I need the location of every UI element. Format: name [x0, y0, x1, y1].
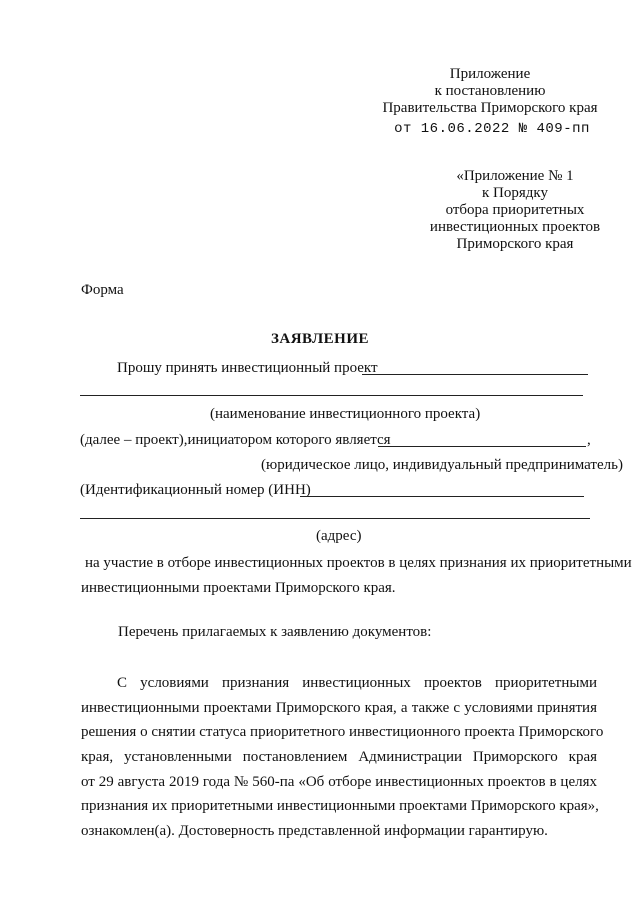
agreement-line-6: признания их приоритетными инвестиционными проектами Приморского края»,	[81, 798, 599, 814]
inn-field[interactable]	[300, 496, 584, 497]
header-line-3: Правительства Приморского края	[382, 100, 598, 116]
project-name-field-cont[interactable]	[80, 395, 583, 396]
agreement-line-3: решения о снятии статуса приоритетного инвестиционного проекта Приморского	[81, 724, 604, 740]
form-label: Форма	[81, 282, 124, 298]
agreement-line-2: инвестиционными проектами Приморского края, а также с условиями принятия	[81, 700, 597, 716]
inn-label: (Идентификационный номер (ИНН)	[80, 482, 311, 498]
appendix-line-3: отбора приоритетных	[445, 202, 585, 218]
project-name-caption: (наименование инвестиционного проекта)	[210, 406, 481, 422]
participation-line-1: на участие в отборе инвестиционных проектов в целях признания их приоритетными	[85, 555, 632, 571]
initiator-comma: ,	[587, 432, 591, 448]
appendix-line-2: к Порядку	[482, 185, 548, 201]
appendix-line-5: Приморского края	[456, 236, 574, 252]
header-line-2: к постановлению	[434, 83, 546, 99]
agreement-line-7: ознакомлен(а). Достоверность представленной информации гарантирую.	[81, 823, 548, 839]
request-text: Прошу принять инвестиционный проект	[117, 360, 378, 376]
address-field[interactable]	[80, 518, 590, 519]
initiator-text: (далее – проект),инициатором которого является	[80, 432, 391, 448]
participation-line-2: инвестиционными проектами Приморского края.	[81, 580, 396, 596]
registration-number: от 16.06.2022 № 409-пп	[394, 121, 590, 137]
appendix-line-4: инвестиционных проектов	[429, 219, 601, 235]
address-caption: (адрес)	[316, 528, 362, 544]
agreement-line-4: края, установленными постановлением Администрации Приморского края	[81, 749, 597, 765]
initiator-field[interactable]	[378, 446, 586, 447]
appendix-line-1: «Приложение № 1	[456, 168, 574, 184]
header-line-1: Приложение	[449, 66, 531, 82]
initiator-caption: (юридическое лицо, индивидуальный предприниматель)	[261, 457, 623, 473]
documents-list-heading: Перечень прилагаемых к заявлению документов:	[118, 624, 432, 640]
document-title: ЗАЯВЛЕНИЕ	[270, 331, 370, 347]
agreement-line-1: С условиями признания инвестиционных проектов приоритетными	[117, 675, 597, 691]
agreement-line-5: от 29 августа 2019 года № 560-па «Об отборе инвестиционных проектов в целях	[81, 774, 597, 790]
project-name-field[interactable]	[362, 374, 588, 375]
